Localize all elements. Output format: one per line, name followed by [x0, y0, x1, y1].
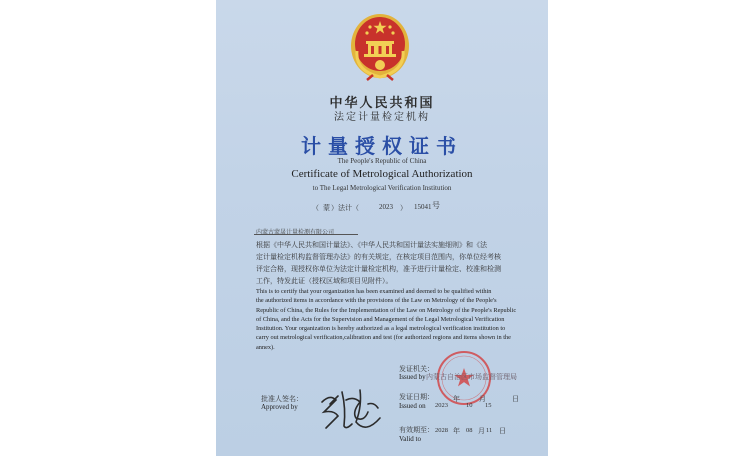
certificate-number: [216, 203, 548, 215]
valid-month-char: 月: [478, 427, 485, 435]
issue-year: 2023: [435, 402, 448, 409]
approved-by-label-en: Approved by: [261, 403, 298, 411]
issue-month-char: 月: [479, 395, 486, 403]
body-text-cn: [256, 239, 516, 287]
country-name-cn: 中华人民共和国: [329, 96, 435, 111]
issue-date-label-cn: 发证日期：: [399, 393, 434, 401]
certificate-title-cn: 计量授权证书: [301, 134, 463, 158]
body-cn-line: 工作，特发此证（授权区域和项目见附件）。: [256, 277, 393, 285]
valid-year: 2028: [435, 427, 448, 434]
issue-day-char: 日: [512, 395, 519, 403]
organization-name: 内蒙古蒙晟计量检测有限公司: [256, 229, 335, 236]
national-emblem-icon: [349, 11, 411, 81]
valid-year-char: 年: [453, 427, 460, 435]
body-cn-line: 定计量检定机构监督管理办法》的有关规定，在核定项目范围内，你单位经考核: [256, 253, 501, 261]
issued-by-label-en: Issued by: [399, 373, 426, 381]
cert-close2: ）: [400, 204, 407, 212]
body-en-line: of China, and the Acts for the Supervision and Management of the Legal Metrological Verification: [256, 315, 505, 323]
issue-date-label-en: Issued on: [399, 402, 426, 410]
body-text-en: [256, 287, 524, 352]
certificate-document: [216, 0, 548, 456]
body-cn-line: 根据《中华人民共和国计量法》、《中华人民共和国计量法实施细则》和《法: [256, 241, 487, 249]
valid-to-label-cn: 有效期至：: [399, 426, 434, 434]
signature-icon: [316, 382, 386, 438]
certificate-title-en: Certificate of Metrological Authorization: [291, 168, 473, 180]
issue-year-char: 年: [453, 395, 460, 403]
country-name-en: The People's Republic of China: [337, 157, 427, 165]
cert-year: 2023: [379, 203, 393, 211]
body-cn-line: 评定合格，现授权你单位为法定计量检定机构，准予进行计量检定、校准和检测: [256, 265, 501, 273]
certificate-subtitle-en: to The Legal Metrological Verification Institution: [312, 184, 452, 192]
issued-by-label-cn: 发证机关：: [399, 365, 434, 373]
approved-by-label-cn: 批准人签名：: [261, 395, 303, 403]
cert-region: 蒙: [323, 204, 330, 212]
institution-type-cn: 法定计量检定机构: [334, 112, 430, 123]
cert-open-paren: （: [312, 204, 319, 212]
body-en-line: annex).: [256, 343, 275, 351]
valid-month: 08: [466, 427, 473, 434]
cert-suffix: 号: [432, 201, 440, 210]
issuer-name: 内蒙古自治区市场监督管理局: [426, 373, 517, 381]
cert-close-paren: ）法计（: [331, 204, 359, 212]
issue-month: 10: [466, 402, 473, 409]
cert-number-value: 15041: [414, 203, 432, 211]
issue-day: 15: [485, 402, 492, 409]
body-en-line: the authorized items in accordance with the provisions of the Law on Metrology of the People's: [256, 297, 497, 305]
body-en-line: carry out metrological verification,calibration and test (for authorized regions and items shown in the: [256, 334, 511, 342]
valid-day: 11: [486, 427, 493, 434]
body-en-line: Institution. Your organization is hereby authorized as a legal metrological verification institution to: [256, 325, 506, 333]
organization-underline: [254, 234, 358, 235]
body-en-line: Republic of China, the Rules for the Implementation of the Law on Metrology of the People's Republic: [256, 306, 517, 314]
valid-day-char: 日: [499, 427, 506, 435]
body-en-line: This is to certify that your organization has been examined and deemed to be qualified within: [256, 288, 492, 295]
valid-to-label-en: Valid to: [399, 435, 421, 443]
